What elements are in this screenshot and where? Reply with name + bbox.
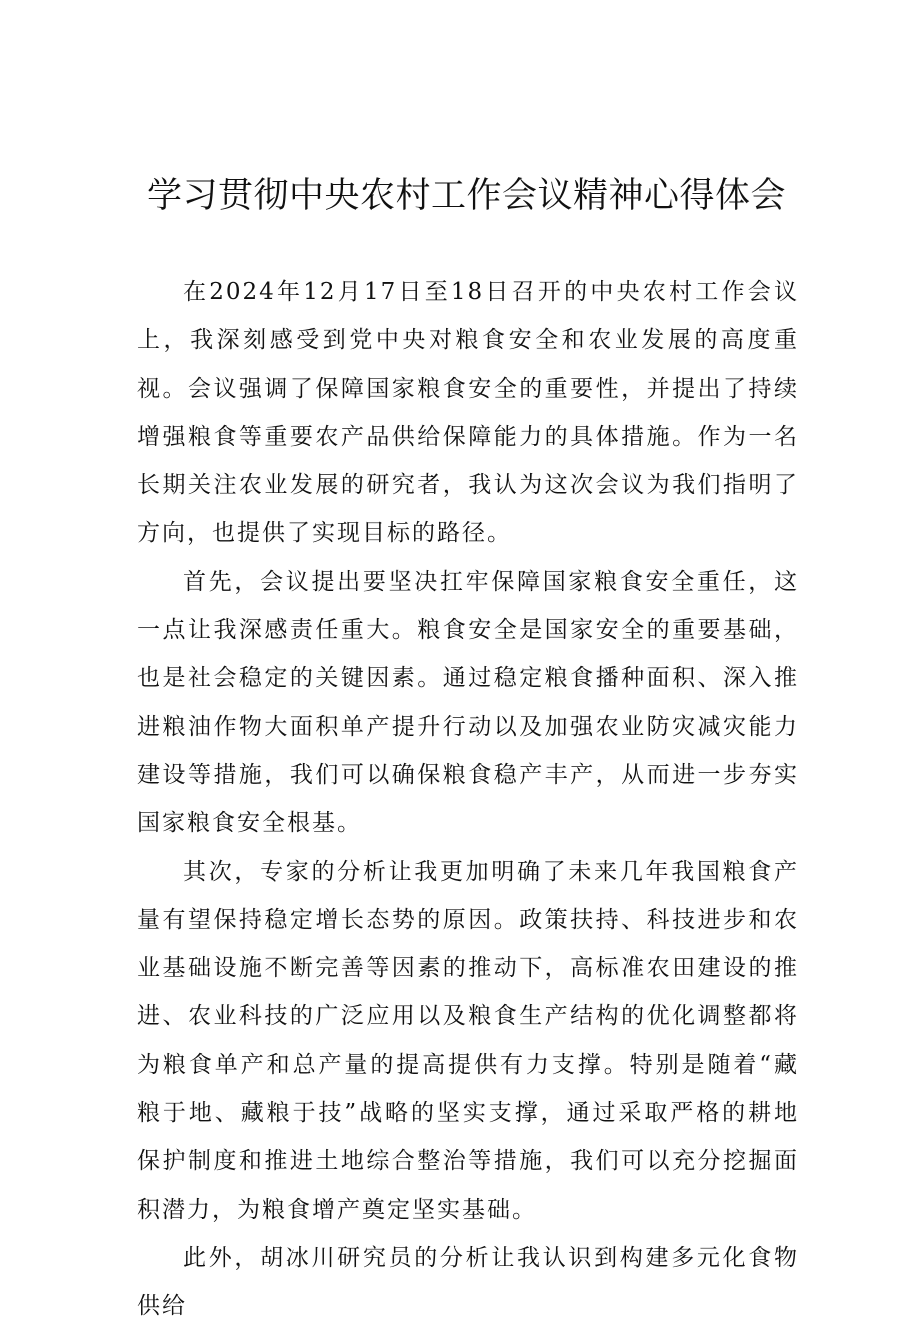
paragraph-3: 其次，专家的分析让我更加明确了未来几年我国粮食产量有望保持稳定增长态势的原因。政策扶持、科技进步和农业基础设施不断完善等因素的推动下，高标准农田建设的推进、农业科技的广泛应用以及粮食生产结构的优化调整都将为粮食单产和总产量的提高提供有力支撑。特别是随着“藏粮于地、藏粮于技”战略的坚实支撑，通过采取严格的耕地保护制度和推进土地综合整治等措施，我们可以充分挖掘面积潜力，为粮食增产奠定坚实基础。 (137, 858, 799, 1223)
paragraph-1: 在2024年12月17日至18日召开的中央农村工作会议上，我深刻感受到党中央对粮食安全和农业发展的高度重视。会议强调了保障国家粮食安全的重要性，并提出了持续增强粮食等重要农产品供给保障能力的具体措施。作为一名长期关注农业发展的研究者，我认为这次会议为我们指明了方向，也提供了实现目标的路径。 (137, 279, 799, 547)
paragraph-4: 此外，胡冰川研究员的分析让我认识到构建多元化食物供给 (137, 1244, 799, 1320)
document-body (137, 268, 799, 1331)
paragraph-2: 首先，会议提出要坚决扛牢保障国家粮食安全重任，这一点让我深感责任重大。粮食安全是国家安全的重要基础，也是社会稳定的关键因素。通过稳定粮食播种面积、深入推进粮油作物大面积单产提升行动以及加强农业防灾减灾能力建设等措施，我们可以确保粮食稳产丰产，从而进一步夯实国家粮食安全根基。 (137, 568, 799, 837)
document-title: 学习贯彻中央农村工作会议精神心得体会 (147, 176, 787, 216)
